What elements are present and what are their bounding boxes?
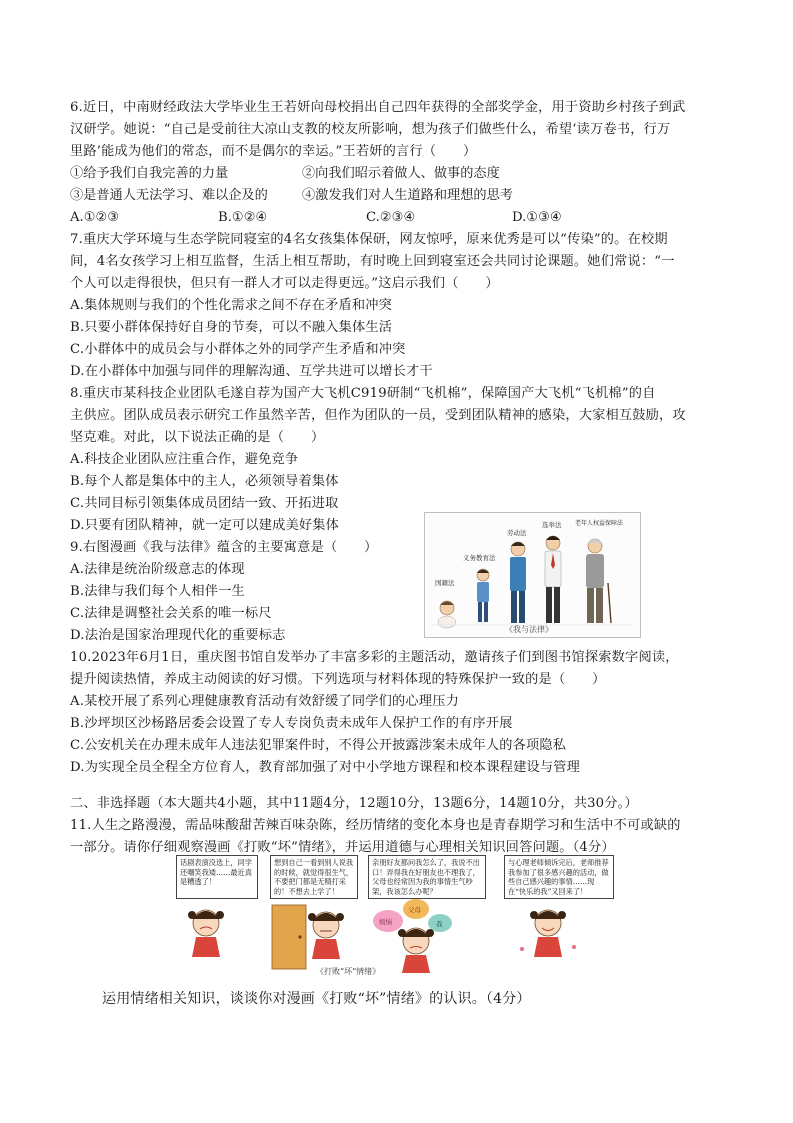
q9-option-c: C.法律是调整社会关系的唯一标尺	[70, 606, 272, 621]
q6-option-b: B.①②④	[218, 210, 268, 225]
label-election-law: 选举法	[542, 521, 562, 529]
q8-option-c: C.共同目标引领集体成员团结一致、开拓进取	[70, 496, 339, 511]
q8-stem-line-1: 8.重庆市某科技企业团队毛遂自荐为国产大飞机C919研制“飞机棉”，保障国产大飞机“飞机棉”的自	[70, 386, 656, 401]
bubble-label-worry: 烦恼	[379, 918, 392, 926]
q6-option-a: A.①②③	[70, 210, 120, 225]
q10-option-d: D.为实现全员全程全方位育人，教育部加强了对中小学地方课程和校本课程建设与管理	[70, 760, 581, 775]
emotion-comic	[176, 855, 616, 980]
q10-stem-line-1: 10.2023年6月1日，重庆图书馆自发举办了丰富多彩的主题活动，邀请孩子们到图书馆探索数字阅读，	[70, 650, 679, 665]
q9-option-a: A.法律是统治阶级意志的体现	[70, 562, 245, 577]
comic-girl-1	[188, 910, 224, 957]
label-compulsory-education-law: 义务教育法	[463, 554, 496, 562]
law-cartoon-caption: 《我与法律》	[505, 625, 553, 634]
q6-stem-line-2: 汉研学。她说：“自己是受前往大凉山支教的校友所影响，想为孩子们做些什么，希望‘读万卷书，行万	[70, 122, 671, 137]
q8-stem-line-3: 坚克难。对此，以下说法正确的是（ ）	[70, 430, 325, 445]
section2-heading: 二、非选择题（本大题共4小题，其中11题4分，12题10分，13题6分，14题10分，共30分。）	[70, 796, 638, 811]
comic-panel-1-text: 话剧表演没选上，同学还嘲笑我矮……最近真是糟透了！	[176, 855, 258, 899]
q6-stem-line-1: 6.近日，中南财经政法大学毕业生王若妍向母校捐出自己四年获得的全部奖学金，用于资助乡村孩子到武	[70, 100, 686, 115]
q7-option-a: A.集体规则与我们的个性化需求之间不存在矛盾和冲突	[70, 298, 393, 313]
bubble-label-me: 我	[436, 920, 443, 928]
q7-stem-line-2: 间，4名女孩学习上相互监督，生活上相互帮助，有时晚上回到寝室还会共同讨论课题。她们常说：“一	[70, 254, 675, 269]
q9-option-d: D.法治是国家治理现代化的重要标志	[70, 628, 286, 643]
q7-option-c: C.小群体中的成员会与小群体之外的同学产生矛盾和冲突	[70, 342, 406, 357]
q6-statement-3: ③是普通人无法学习、难以企及的	[70, 188, 268, 203]
q6-option-c: C.②③④	[366, 210, 416, 225]
q7-option-d: D.在小群体中加强与同伴的理解沟通、互学共进可以增长才干	[70, 364, 433, 379]
q6-stem-line-3: 里路’能成为他们的常态，而不是偶尔的幸运。”王若妍的言行（ ）	[70, 144, 477, 159]
q10-option-b: B.沙坪坝区沙杨路居委会设置了专人专岗负责未成年人保护工作的有序开展	[70, 716, 513, 731]
q8-option-b: B.每个人都是集体中的主人，必须领导着集体	[70, 474, 339, 489]
label-labor-law: 劳动法	[507, 529, 527, 537]
comic-panel-4-text: 与心理老师倾诉完后，老师推荐我参加了很多感兴趣的活动，做些自己感兴趣的事情……现在“快乐的我”又回来了！	[504, 855, 614, 899]
bubble-label-parents: 父母	[408, 906, 421, 914]
emotion-comic-caption: 《打败“坏”情绪》	[316, 967, 381, 976]
comic-panel-2-text: 想到自己一看到别人说我的时候，就觉得很生气，不要把门都是无精打采的！不想去上学了！	[270, 855, 358, 899]
comic-girl-4	[520, 910, 576, 957]
label-nationality-law: 国籍法	[435, 579, 455, 587]
q10-option-a: A.某校开展了系列心理健康教育活动有效舒缓了同学们的心理压力	[70, 694, 459, 709]
q8-stem-line-2: 主供应。团队成员表示研究工作虽然辛苦，但作为团队的一员，受到团队精神的感染，大家相互鼓励，攻	[70, 408, 686, 423]
q6-statement-1: ①给予我们自我完善的力量	[70, 166, 229, 181]
q7-stem-line-3: 个人可以走得很快，但只有一群人才可以走得更远。”这启示我们（ ）	[70, 276, 499, 291]
law-cartoon-figure	[424, 512, 641, 638]
q6-option-d: D.①③④	[512, 210, 562, 225]
comic-girl-3	[373, 899, 452, 973]
label-elderly-rights-law: 老年人权益保障法	[575, 520, 624, 527]
q11-prompt: 运用情绪相关知识，谈谈你对漫画《打败“坏”情绪》的认识。（4分）	[102, 991, 531, 1007]
q11-stem-line-1: 11.人生之路漫漫，需品味酸甜苦辣百味杂陈，经历情绪的变化本身也是青春期学习和生活中不可或缺的	[70, 818, 681, 833]
q8-option-d: D.只要有团队精神，就一定可以建成美好集体	[70, 518, 340, 533]
q7-stem-line-1: 7.重庆大学环境与生态学院同寝室的4名女孩集体保研，网友惊呼，原来优秀是可以“传染”的。在校期	[70, 232, 668, 247]
q7-option-b: B.只要小群体保持好自身的节奏，可以不融入集体生活	[70, 320, 393, 335]
q6-statement-2: ②向我们昭示着做人、做事的态度	[302, 166, 500, 181]
q9-option-b: B.法律与我们每个人相伴一生	[70, 584, 245, 599]
q6-statement-4: ④激发我们对人生道路和理想的思考	[302, 188, 513, 203]
q9-stem: 9.右图漫画《我与法律》蕴含的主要寓意是（ ）	[70, 540, 378, 555]
q10-stem-line-2: 提升阅读热情，养成主动阅读的好习惯。下列选项与材料体现的特殊保护一致的是（ ）	[70, 672, 606, 687]
q11-stem-line-2: 一部分。请你仔细观察漫画《打败“坏”情绪》，并运用道德与心理相关知识回答问题。（4分）	[70, 840, 615, 855]
comic-girl-2	[272, 905, 344, 969]
q8-option-a: A.科技企业团队应注重合作，避免竞争	[70, 452, 299, 467]
law-cartoon-illustration	[425, 513, 640, 637]
q10-option-c: C.公安机关在办理未成年人违法犯罪案件时，不得公开披露涉案未成年人的各项隐私	[70, 738, 567, 753]
comic-illustration	[176, 855, 616, 980]
comic-panel-3-text: 亲朋好友都问我怎么了，我说不出口！弄得我在好朋友也不理我了，父母也经常因为我的事情生气吵架，我该怎么办呢？	[368, 855, 486, 899]
